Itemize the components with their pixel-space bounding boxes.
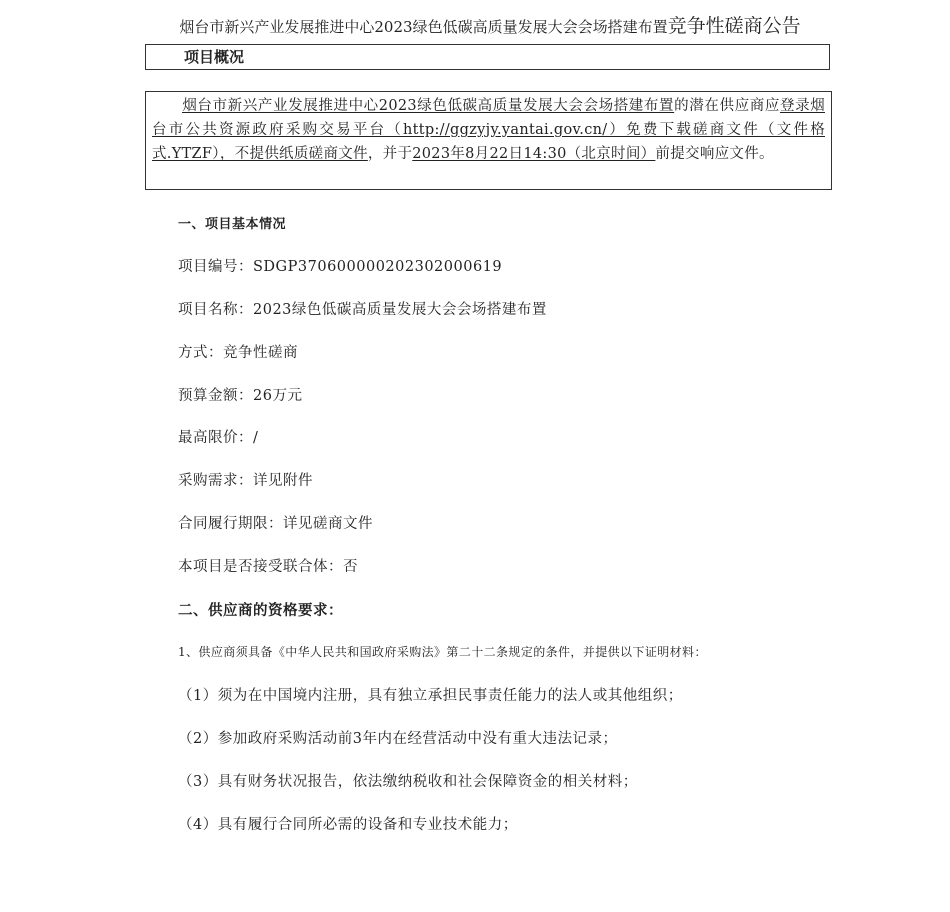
project-name: 项目名称：2023绿色低碳高质量发展大会会场搭建布置: [178, 302, 547, 318]
budget-amount: 预算金额：26万元: [178, 388, 303, 404]
intro-project-name: 烟台市新兴产业发展推进中心2023绿色低碳高质量发展大会会场搭建布置: [182, 98, 675, 114]
overview-heading: 项目概况: [184, 48, 245, 66]
intro-text-1: 的潜在供应商应: [674, 98, 780, 114]
basic-info-heading: 一、项目基本情况: [178, 217, 287, 232]
qualification-sub-1: （1）须为在中国境内注册，具有独立承担民事责任能力的法人或其他组织；: [178, 688, 683, 704]
project-number: 项目编号：SDGP370600000202302000619: [178, 259, 503, 275]
intro-box: [145, 91, 832, 190]
qualification-heading: 二、供应商的资格要求：: [178, 603, 343, 619]
procurement-demand: 采购需求：详见附件: [178, 473, 313, 489]
procurement-method: 方式：竞争性磋商: [178, 345, 298, 361]
intro-text-3: 前提交响应文件。: [655, 146, 774, 162]
announcement-title: [0, 11, 950, 38]
contract-period: 合同履行期限：详见磋商文件: [178, 516, 373, 532]
qualification-sub-2: （2）参加政府采购活动前3年内在经营活动中没有重大违法记录；: [178, 731, 618, 747]
intro-platform: 登录烟台市公共资源政府采购交易平台（http://ggzyjy.yantai.gov.cn/）免费下载磋商文件（文件格式.YTZF），不提供纸质磋商文件: [152, 98, 825, 162]
title-project-name: 烟台市新兴产业发展推进中心2023绿色低碳高质量发展大会会场搭建布置: [179, 18, 668, 36]
qualification-sub-3: （3）具有财务状况报告，依法缴纳税收和社会保障资金的相关材料；: [178, 774, 638, 790]
qualification-item-1: 1、供应商须具备《中华人民共和国政府采购法》第二十二条规定的条件，并提供以下证明材料：: [178, 645, 707, 659]
title-announcement-type: 竞争性磋商公告: [667, 15, 801, 37]
intro-deadline: 2023年8月22日14:30（北京时间）: [412, 146, 656, 162]
overview-box: [145, 44, 830, 70]
intro-text-2: ，并于: [367, 146, 413, 162]
consortium-accepted: 本项目是否接受联合体：否: [178, 559, 358, 575]
qualification-sub-4: （4）具有履行合同所必需的设备和专业技术能力；: [178, 817, 518, 833]
max-price: 最高限价：/: [178, 430, 259, 446]
